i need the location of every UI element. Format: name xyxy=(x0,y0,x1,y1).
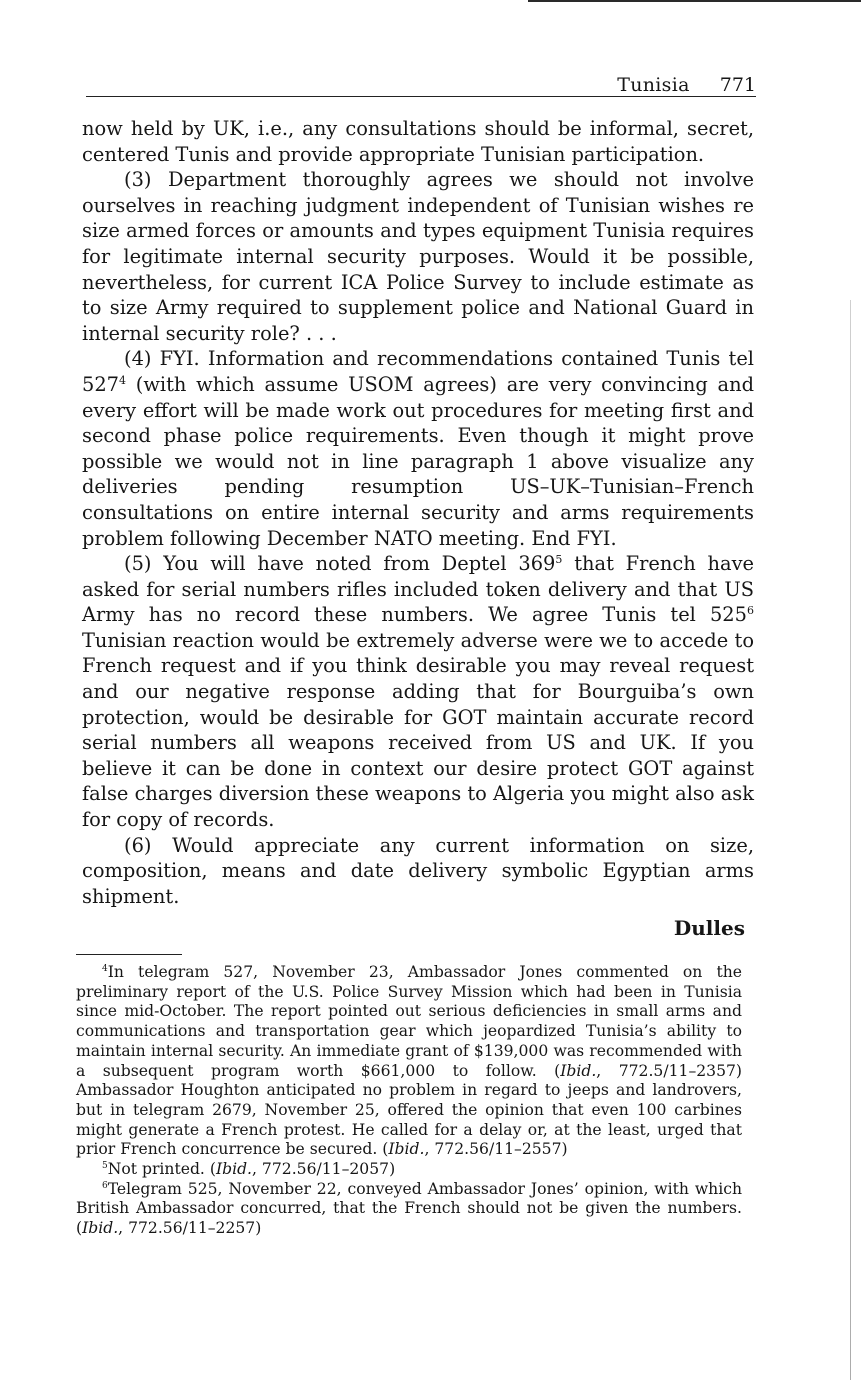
signature: Dulles xyxy=(673,916,745,940)
page-number: 771 xyxy=(719,74,756,96)
paragraph-4-text-a: (4) FYI. Information and recommendations contained Tunis tel 527 xyxy=(82,347,754,396)
footnote-4-number: 4 xyxy=(102,964,108,974)
paragraph-4 xyxy=(82,346,754,551)
footnote-5 xyxy=(76,1160,742,1180)
footnote-4-ibid-1: Ibid. xyxy=(560,1061,597,1080)
page-top-edge xyxy=(528,0,861,2)
footnote-ref-5: 5 xyxy=(555,553,563,567)
footnote-6-ibid: Ibid. xyxy=(82,1219,119,1238)
running-head xyxy=(86,74,756,97)
paragraph-5 xyxy=(82,551,754,833)
footnote-5-text-a: Not printed. ( xyxy=(107,1160,216,1179)
footnote-5-ibid: Ibid. xyxy=(215,1160,253,1179)
paragraph-continued: now held by UK, i.e., any consultations should be informal, secret, centered Tunis and provide appropriate Tunisian participation. xyxy=(82,117,754,166)
footnote-4-ibid-2: Ibid. xyxy=(388,1140,425,1159)
footnote-5-number: 5 xyxy=(102,1161,108,1172)
footnote-4-text-a: In telegram 527, November 23, Ambassador Jones commented on the preliminary report of the U.S. Police Survey Mission which had been in Tunisia since mid-October. The report pointed out serious deficiencies in small arms and communications and transportation gear which jeopardized Tunisia’s ability to maintain internal security. An immediate grant of $139,000 was recommended with a subsequent program worth $661,000 to follow. ( xyxy=(76,963,742,1080)
footnote-6-text-a: Telegram 525, November 22, conveyed Ambassador Jones’ opinion, with which British Ambassador concurred, that the French should not be given the numbers. ( xyxy=(76,1179,742,1238)
paragraph-4-text-b: (with which assume USOM agrees) are very convincing and every effort will be made work out procedures for meeting first and second phase police requirements. Even though it might prove possible we would not in line paragraph 1 above visualize any deliveries pending resumption US–UK–Tunisian–French consultations on entire internal security and arms requirements problem following December NATO meeting. End FYI. xyxy=(82,372,754,550)
footnote-divider xyxy=(76,954,182,955)
paragraph-5-text-a: (5) You will have noted from Deptel 369 xyxy=(124,552,556,576)
footnote-6 xyxy=(76,1180,742,1239)
footnote-4 xyxy=(76,963,742,1160)
page-right-edge xyxy=(850,300,851,1380)
paragraph-5-text-c: Tunisian reaction would be extremely adverse were we to accede to French request and if you think desirable you may reveal request and our negative response adding that for Bourguiba’s own protection, would be desirable for GOT maintain accurate record serial numbers all weapons received from US and UK. If you believe it can be done in context our desire protect GOT against false charges diversion these weapons to Algeria you might also ask for copy of records. xyxy=(82,628,754,832)
footnote-5-text-b: , 772.56/11–2057) xyxy=(252,1160,396,1179)
footnote-6-text-b: , 772.56/11–2257) xyxy=(118,1219,262,1238)
paragraph-5-text-b: that French have asked for serial numbers rifles included token delivery and that US Army has no record these numbers. We agree Tunis tel 525 xyxy=(82,552,754,627)
footnote-4-text-c: , 772.56/11–2557) xyxy=(424,1140,568,1159)
footnotes xyxy=(76,963,742,1239)
footnote-ref-4: 4 xyxy=(119,373,127,387)
running-head-title: Tunisia xyxy=(617,74,690,96)
paragraph-3: (3) Department thoroughly agrees we should not involve ourselves in reaching judgment independent of Tunisian wishes re size armed forces or amounts and types equipment Tunisia requires for legitimate internal security purposes. Would it be possible, nevertheless, for current ICA Police Survey to include estimate as to size Army required to supplement police and National Guard in internal security role? . . . xyxy=(82,168,754,345)
footnote-6-number: 6 xyxy=(102,1180,108,1191)
footnote-ref-6: 6 xyxy=(747,604,754,618)
paragraph-6: (6) Would appreciate any current information on size, composition, means and date delivery symbolic Egyptian arms shipment. xyxy=(82,833,754,908)
footnote-4-text-b: , 772.5/11–2357) Ambassador Houghton anticipated no problem in regard to jeeps and landrovers, but in telegram 2679, November 25, offered the opinion that even 100 carbines might generate a French protest. He called for a delay or, at the least, urged that prior French concurrence be secured. ( xyxy=(76,1061,743,1159)
body-text xyxy=(82,116,754,909)
